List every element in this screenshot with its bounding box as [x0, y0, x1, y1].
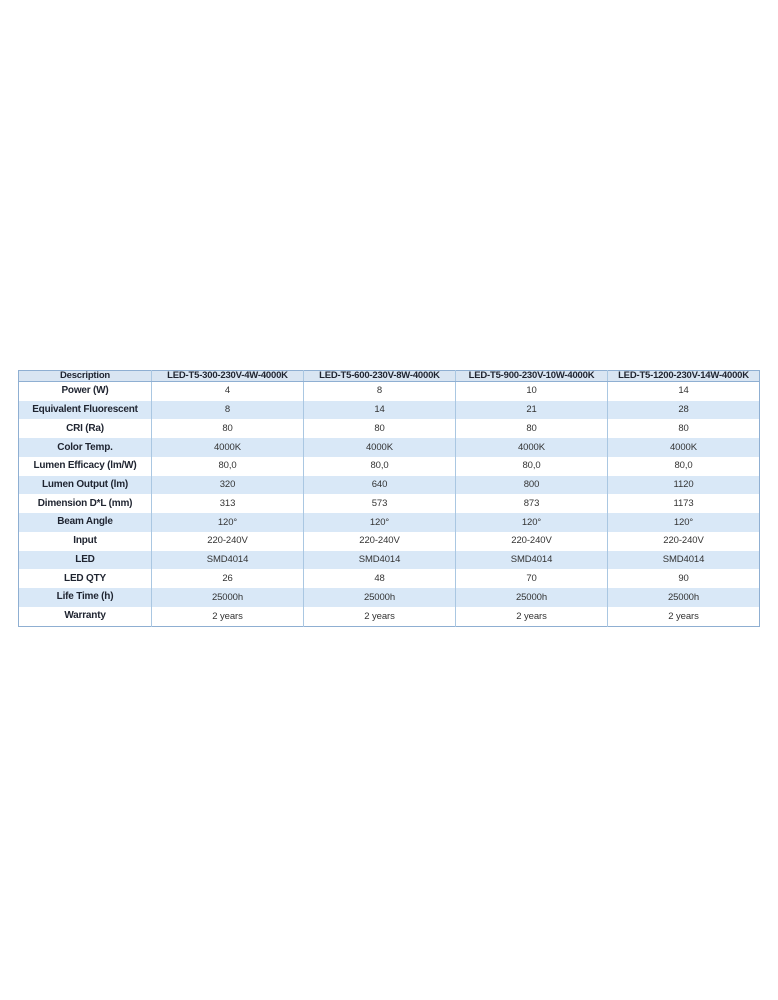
- table-cell: 873: [456, 494, 608, 513]
- table-cell: 90: [608, 569, 760, 588]
- row-label: Power (W): [61, 385, 109, 397]
- table-row: [19, 476, 760, 495]
- table-cell: 80: [608, 419, 760, 438]
- row-label: Dimension D*L (mm): [37, 497, 133, 509]
- table-cell: 320: [152, 476, 304, 495]
- row-label: Equivalent Fluorescent: [32, 404, 138, 416]
- table-cell: 8: [304, 381, 456, 401]
- table-row: [19, 381, 760, 401]
- table-row: [19, 438, 760, 457]
- table-cell: 28: [608, 401, 760, 420]
- row-label: Warranty: [64, 610, 106, 622]
- table-cell: 4000K: [304, 438, 456, 457]
- table-cell: 4000K: [456, 438, 608, 457]
- table-row: [19, 607, 760, 627]
- column-header-description: Description: [19, 371, 152, 382]
- table-cell: 573: [304, 494, 456, 513]
- table-cell: 1173: [608, 494, 760, 513]
- table-cell: 80,0: [456, 457, 608, 476]
- header-row: [19, 371, 760, 382]
- table-cell: SMD4014: [456, 551, 608, 570]
- table-cell: SMD4014: [304, 551, 456, 570]
- table-row: [19, 532, 760, 551]
- row-label: Life Time (h): [56, 591, 114, 603]
- table-cell: 1120: [608, 476, 760, 495]
- table-cell: 25000h: [152, 588, 304, 607]
- table-row: [19, 588, 760, 607]
- column-header-product: LED-T5-600-230V-8W-4000K: [304, 371, 456, 382]
- table-cell: 25000h: [608, 588, 760, 607]
- table-row: [19, 457, 760, 476]
- table-cell: 48: [304, 569, 456, 588]
- table-cell: 80,0: [304, 457, 456, 476]
- table-cell: 25000h: [456, 588, 608, 607]
- table-cell: 313: [152, 494, 304, 513]
- table-cell: 640: [304, 476, 456, 495]
- table-cell: 2 years: [152, 607, 304, 627]
- table-cell: 14: [304, 401, 456, 420]
- table-row: [19, 569, 760, 588]
- table-cell: 220-240V: [304, 532, 456, 551]
- table-cell: 220-240V: [456, 532, 608, 551]
- table-cell: 25000h: [304, 588, 456, 607]
- table-cell: 800: [456, 476, 608, 495]
- row-label: LED: [75, 553, 95, 565]
- table-cell: 80,0: [608, 457, 760, 476]
- table-cell: 120°: [456, 513, 608, 532]
- table-row: [19, 419, 760, 438]
- table-row: [19, 401, 760, 420]
- table-body: [19, 381, 760, 627]
- table-cell: 14: [608, 381, 760, 401]
- column-header-product: LED-T5-1200-230V-14W-4000K: [608, 371, 760, 382]
- table-cell: 80,0: [152, 457, 304, 476]
- table-cell: 80: [456, 419, 608, 438]
- row-label: CRI (Ra): [66, 422, 104, 434]
- led-spec-table: [18, 370, 760, 627]
- table-cell: 4000K: [152, 438, 304, 457]
- table-cell: 70: [456, 569, 608, 588]
- table-cell: 80: [152, 419, 304, 438]
- table-cell: 4000K: [608, 438, 760, 457]
- table-cell: 26: [152, 569, 304, 588]
- row-label: Input: [73, 535, 97, 547]
- table-cell: 10: [456, 381, 608, 401]
- row-label: Lumen Efficacy (lm/W): [33, 460, 137, 472]
- table-cell: 4: [152, 381, 304, 401]
- table-cell: SMD4014: [152, 551, 304, 570]
- table-cell: 220-240V: [152, 532, 304, 551]
- column-header-product: LED-T5-300-230V-4W-4000K: [152, 371, 304, 382]
- table-cell: 120°: [304, 513, 456, 532]
- table-cell: 80: [304, 419, 456, 438]
- table-row: [19, 494, 760, 513]
- row-label: Lumen Output (lm): [41, 478, 129, 490]
- row-label: LED QTY: [64, 572, 106, 584]
- table-cell: 2 years: [456, 607, 608, 627]
- table-cell: 21: [456, 401, 608, 420]
- table-cell: 220-240V: [608, 532, 760, 551]
- table-header: [19, 371, 760, 382]
- column-header-product: LED-T5-900-230V-10W-4000K: [456, 371, 608, 382]
- row-label: Beam Angle: [57, 516, 113, 528]
- table-cell: 8: [152, 401, 304, 420]
- table-cell: 2 years: [304, 607, 456, 627]
- row-label: Color Temp.: [57, 441, 113, 453]
- table-row: [19, 513, 760, 532]
- table-cell: 2 years: [608, 607, 760, 627]
- table-cell: 120°: [152, 513, 304, 532]
- table-cell: 120°: [608, 513, 760, 532]
- table-cell: SMD4014: [608, 551, 760, 570]
- table-row: [19, 551, 760, 570]
